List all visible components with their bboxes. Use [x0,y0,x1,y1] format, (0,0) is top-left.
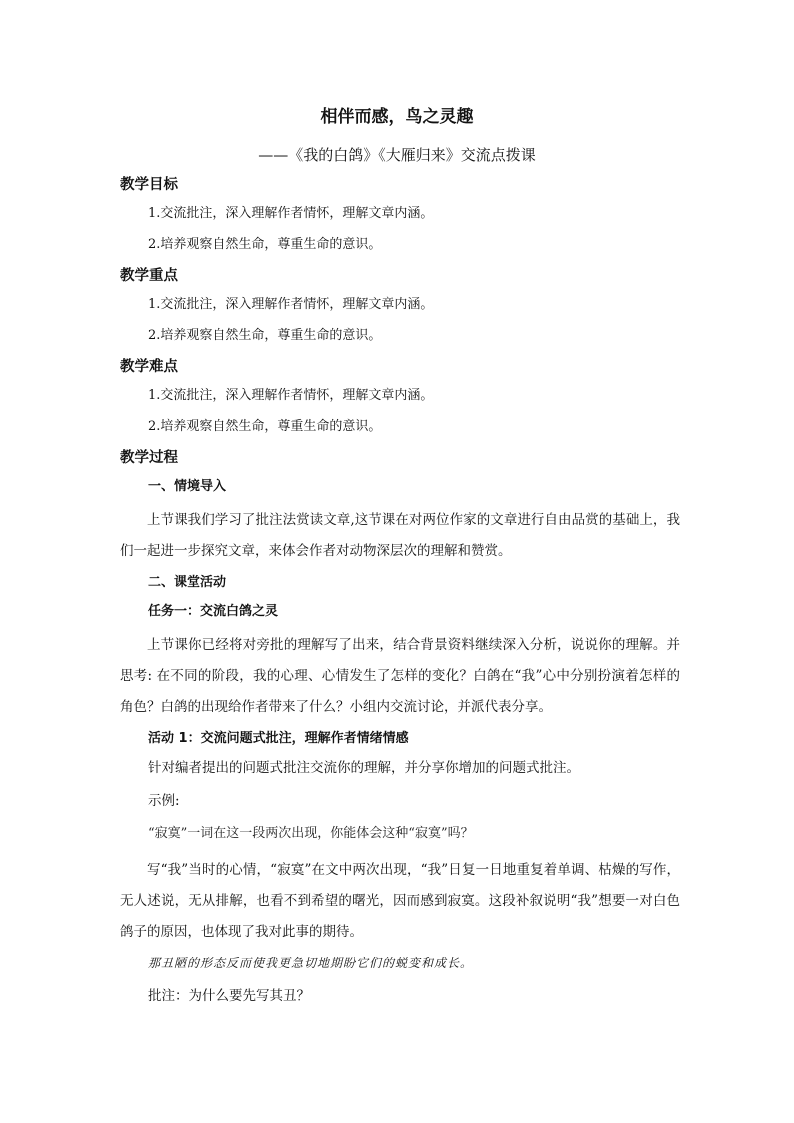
goal-item-2: 2.培养观察自然生命，尊重生命的意识。 [148,237,382,252]
example-answer: 写“我”当时的心情，“寂寞”在文中两次出现，“我”日复一日地重复着单调、枯燥的写作，无人述说，无从排解，也看不到希望的曙光，因而感到寂寞。这段补叙说明“我”想要一对白色鸽子的原因，也体现了我对此事的期待。 [120,862,680,940]
quote-text: 那丑陋的形态反而使我更急切地期盼它们的蜕变和成长。 [148,956,474,970]
document-title: 相伴而感，鸟之灵趣 [320,107,474,127]
task-heading: 任务一：交流白鸽之灵 [148,604,279,619]
document-body [120,172,680,1018]
goal-item-1: 1.交流批注，深入理解作者情怀，理解文章内涵。 [148,206,434,221]
quoted-sentence [120,952,680,974]
keypoint-item-1: 1.交流批注，深入理解作者情怀，理解文章内涵。 [148,297,434,312]
activity-text: 针对编者提出的问题式批注交流你的理解，并分享你增加的问题式批注。 [148,760,580,776]
task-paragraph: 上节课你已经将对旁批的理解写了出来，结合背景资料继续深入分析，说说你的理解。并思考: 在不同的阶段，我的心理、心情发生了怎样的变化？白鸽在“我”心中分别扮演着怎样的角色？白鸽的出现给作者带来了什么？小组内交流讨论，并派代表分享。 [120,637,680,715]
keypoint-item-2: 2.培养观察自然生命，尊重生命的意识。 [148,328,382,343]
difficulty-item-1: 1.交流批注，深入理解作者情怀，理解文章内涵。 [148,388,434,403]
section-heading-difficulties: 教学难点 [120,359,178,375]
example-question: “寂寞”一词在这一段两次出现，你能体会这种“寂寞”吗？ [148,826,474,841]
section-heading-goals: 教学目标 [120,177,178,193]
difficulty-item-2: 2.培养观察自然生命，尊重生命的意识。 [148,419,382,434]
document-subtitle: ——《我的白鸽》《大雁归来》交流点拨课 [258,146,536,164]
intro-paragraph: 上节课我们学习了批注法赏读文章,这节课在对两位作家的文章进行自由品赏的基础上，我们一起进一步探究文章，来体会作者对动物深层次的理解和赞赏。 [120,512,680,559]
section-heading-keypoints: 教学重点 [120,268,178,284]
activity-heading: 活动 1：交流问题式批注，理解作者情绪情感 [148,731,409,746]
annotation-note: 批注：为什么要先写其丑？ [148,988,310,1004]
section-heading-process: 教学过程 [120,450,178,466]
subsection-heading-intro: 一、情境导入 [148,479,227,494]
example-label: 示例: [148,793,180,809]
subsection-heading-activities: 二、课堂活动 [148,575,227,590]
